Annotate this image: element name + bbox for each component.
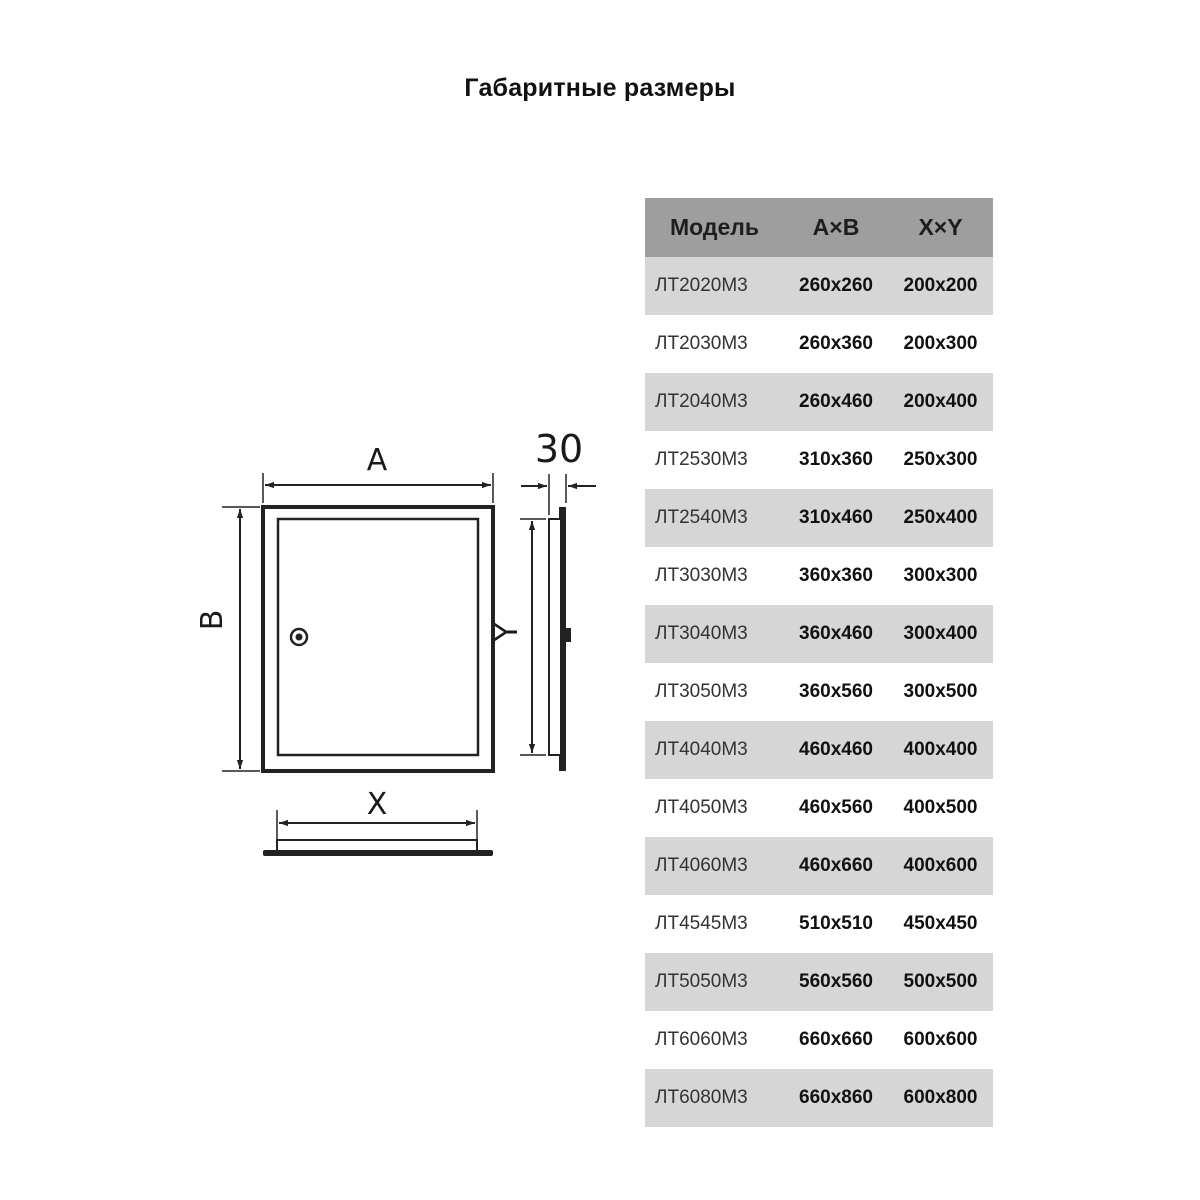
cell-xy: 200x200: [888, 257, 993, 315]
cell-ab: 260x460: [784, 373, 888, 431]
cell-xy: 600x800: [888, 1069, 993, 1127]
cell-model: ЛТ4040М3: [645, 721, 784, 779]
dimensions-table: [645, 198, 993, 1127]
cell-ab: 460x560: [799, 797, 873, 818]
table-row: [645, 431, 993, 489]
cell-xy: 400x500: [903, 797, 978, 818]
side-frame-body: [549, 519, 561, 755]
table-row: [645, 315, 993, 373]
lock-icon: [291, 629, 307, 645]
cell-ab: 310x460: [784, 489, 888, 547]
header-xy: X×Y: [888, 198, 993, 257]
table-row: [645, 1069, 993, 1127]
cell-xy: 200x300: [903, 333, 978, 354]
cell-xy: 300x500: [903, 681, 978, 702]
cell-ab: 360x560: [799, 681, 873, 702]
dimension-depth: [521, 427, 596, 515]
label-b: B: [195, 609, 230, 631]
cell-ab: 260x360: [799, 333, 873, 354]
cell-ab: 460x660: [784, 837, 888, 895]
side-lock: [565, 628, 571, 642]
cell-ab: 510x510: [799, 913, 873, 934]
cell-xy: 500x500: [888, 953, 993, 1011]
cell-model: ЛТ3030М3: [655, 565, 748, 586]
cell-model: ЛТ2540М3: [645, 489, 784, 547]
table-row: [645, 837, 993, 895]
dimension-b: [195, 507, 260, 771]
cell-ab: 660x860: [784, 1069, 888, 1127]
cell-model: ЛТ2040М3: [645, 373, 784, 431]
label-a: A: [366, 443, 388, 478]
cell-xy: 450x450: [903, 913, 978, 934]
cell-model: ЛТ2020М3: [645, 257, 784, 315]
table-row: [645, 489, 993, 547]
cell-ab: 260x260: [784, 257, 888, 315]
cell-xy: 250x400: [888, 489, 993, 547]
header-ab: A×B: [784, 198, 888, 257]
cell-xy: 600x600: [903, 1029, 978, 1050]
table-row: [645, 257, 993, 315]
cell-model: ЛТ4050М3: [655, 797, 748, 818]
front-view: [263, 507, 493, 771]
cell-ab: 460x460: [784, 721, 888, 779]
cell-ab: 310x360: [799, 449, 873, 470]
cell-model: ЛТ4060М3: [645, 837, 784, 895]
cell-ab: 560x560: [784, 953, 888, 1011]
label-y: Y: [490, 622, 525, 642]
cell-ab: 660x660: [799, 1029, 873, 1050]
cell-xy: 200x400: [888, 373, 993, 431]
cell-ab: 360x460: [784, 605, 888, 663]
label-x: X: [366, 787, 388, 822]
table-header-row: [645, 198, 993, 257]
cell-model: ЛТ4545М3: [655, 913, 748, 934]
table-row: [645, 779, 993, 837]
table-row: [645, 1011, 993, 1069]
page-title: Габаритные размеры: [464, 74, 736, 102]
cell-model: ЛТ2030М3: [655, 333, 748, 354]
dimension-x: [277, 787, 477, 840]
cell-ab: 360x360: [799, 565, 873, 586]
cell-xy: 400x400: [888, 721, 993, 779]
dimension-a: [263, 443, 493, 503]
cell-xy: 250x300: [903, 449, 978, 470]
header-model: Модель: [645, 198, 784, 257]
table-row: [645, 895, 993, 953]
cell-xy: 300x300: [903, 565, 978, 586]
side-view: [549, 507, 571, 771]
cell-xy: 400x600: [888, 837, 993, 895]
table-row: [645, 953, 993, 1011]
cell-model: ЛТ6080М3: [645, 1069, 784, 1127]
hatch-dimension-drawing: [0, 0, 640, 900]
dimension-y: [490, 519, 546, 755]
table-row: [645, 373, 993, 431]
cell-model: ЛТ3040М3: [645, 605, 784, 663]
label-depth: 30: [534, 427, 584, 471]
cell-model: ЛТ3050М3: [655, 681, 748, 702]
cell-xy: 300x400: [888, 605, 993, 663]
table-row: [645, 547, 993, 605]
table-row: [645, 721, 993, 779]
cell-model: ЛТ5050М3: [645, 953, 784, 1011]
table-row: [645, 605, 993, 663]
cell-model: ЛТ2530М3: [655, 449, 748, 470]
cell-model: ЛТ6060М3: [655, 1029, 748, 1050]
bottom-view: [263, 840, 493, 856]
bottom-frame-body: [277, 840, 477, 851]
table-row: [645, 663, 993, 721]
